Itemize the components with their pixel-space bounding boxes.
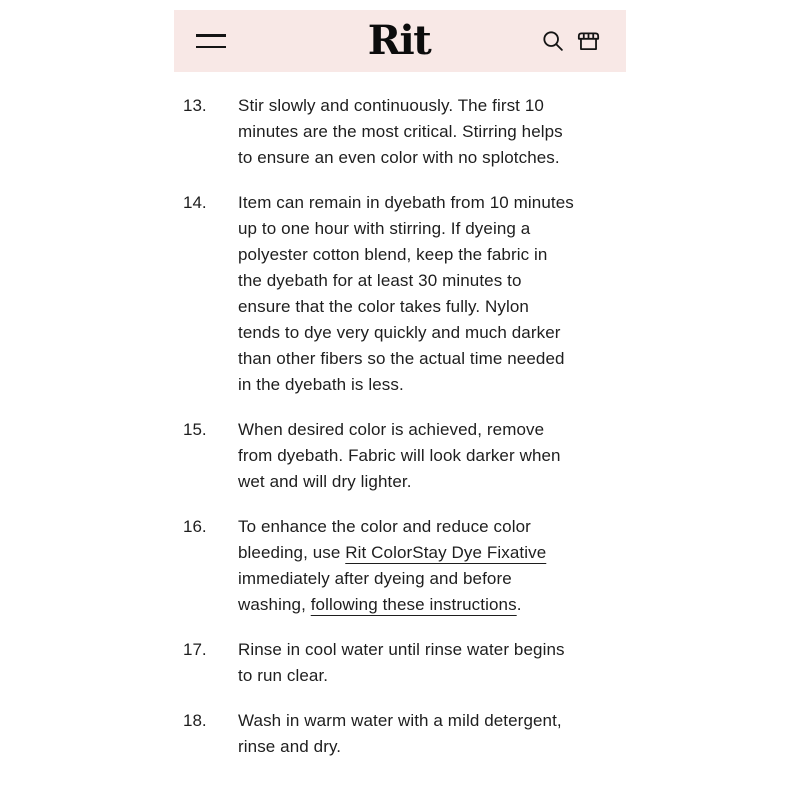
mobile-viewport: [174, 10, 626, 760]
search-icon: [540, 28, 566, 54]
instruction-number: 15.: [183, 420, 207, 439]
instruction-number: 14.: [183, 193, 207, 212]
instruction-text: [238, 190, 574, 398]
header: [174, 10, 626, 72]
instruction-item: [183, 93, 626, 171]
instruction-text: [238, 417, 574, 495]
hamburger-icon: [196, 46, 226, 49]
text-segment: To enhance the color and reduce color bleeding, use: [238, 517, 531, 562]
instruction-item: [183, 190, 626, 398]
instruction-text: [238, 93, 574, 171]
text-segment: Rinse in cool water until rinse water begins to run clear.: [238, 640, 565, 685]
text-segment: Wash in warm water with a mild detergent, rinse and dry.: [238, 711, 562, 756]
instruction-item: [183, 417, 626, 495]
storefront-icon: [575, 28, 602, 55]
text-segment: When desired color is achieved, remove from dyebath. Fabric will look darker when wet and will dry lighter.: [238, 420, 561, 491]
text-segment: .: [516, 595, 522, 614]
instruction-item: [183, 514, 626, 618]
instruction-number: 13.: [183, 96, 207, 115]
header-icons: [539, 27, 602, 55]
text-segment: Stir slowly and continuously. The first 10 minutes are the most critical. Stirring helps to ensure an even color with no splotches.: [238, 96, 563, 167]
inline-link[interactable]: Rit ColorStay Dye Fixative: [345, 543, 547, 562]
text-segment: immediately after dyeing and before washing,: [238, 569, 512, 614]
hamburger-icon: [196, 34, 226, 37]
instruction-item: [183, 637, 626, 689]
search-button[interactable]: [539, 27, 567, 55]
rit-logo[interactable]: Rit: [367, 17, 431, 64]
hamburger-menu-button[interactable]: [196, 30, 226, 52]
text-segment: Item can remain in dyebath from 10 minutes up to one hour with stirring. If dyeing a polyester cotton blend, keep the fabric in the dyebath for at least 30 minutes to ensure that the color takes fully. Nylon tends to dye very quickly and much darker than other fibers so the actual time needed in the dyebath is less.: [238, 193, 574, 394]
instructions-list: [174, 72, 626, 760]
shop-button[interactable]: [574, 27, 602, 55]
instruction-text: [238, 708, 574, 760]
instruction-number: 16.: [183, 517, 207, 536]
inline-link[interactable]: following these instructions: [310, 595, 517, 614]
instruction-number: 17.: [183, 640, 207, 659]
instruction-item: [183, 708, 626, 760]
instruction-text: [238, 514, 574, 618]
instruction-text: [238, 637, 574, 689]
instruction-number: 18.: [183, 711, 207, 730]
